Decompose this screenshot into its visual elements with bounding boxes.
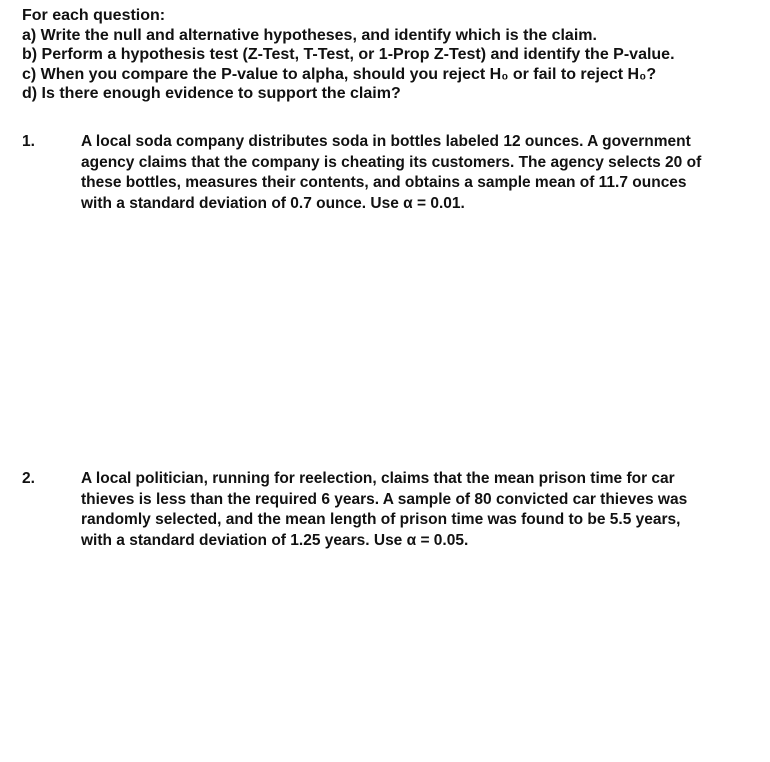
question-line: these bottles, measures their contents, and obtains a sample mean of 11.7 ounces bbox=[81, 174, 687, 191]
question-text bbox=[81, 132, 751, 214]
instruction-d: d) Is there enough evidence to support the claim? bbox=[22, 85, 401, 102]
instructions-heading: For each question: bbox=[22, 7, 166, 24]
question-line: randomly selected, and the mean length of prison time was found to be 5.5 years, bbox=[81, 511, 681, 528]
question-line: thieves is less than the required 6 years. A sample of 80 convicted car thieves was bbox=[81, 490, 688, 508]
question-line: agency claims that the company is cheating its customers. The agency selects 20 of bbox=[81, 153, 702, 171]
question-number: 2. bbox=[22, 470, 35, 487]
question-line: A local politician, running for reelection, claims that the mean prison time for car bbox=[81, 470, 675, 487]
question-text bbox=[81, 469, 751, 551]
instructions-block bbox=[22, 6, 762, 104]
instruction-a: a) Write the null and alternative hypotheses, and identify which is the claim. bbox=[22, 26, 597, 44]
question-number: 1. bbox=[22, 133, 35, 150]
instruction-b: b) Perform a hypothesis test (Z-Test, T-Test, or 1-Prop Z-Test) and identify the P-value. bbox=[22, 46, 675, 63]
instruction-c: c) When you compare the P-value to alpha, should you reject H₀ or fail to reject H₀? bbox=[22, 65, 657, 83]
question-line: with a standard deviation of 1.25 years. Use α = 0.05. bbox=[81, 531, 469, 549]
question-line: A local soda company distributes soda in bottles labeled 12 ounces. A government bbox=[81, 133, 691, 150]
question-line: with a standard deviation of 0.7 ounce. Use α = 0.01. bbox=[81, 194, 465, 212]
